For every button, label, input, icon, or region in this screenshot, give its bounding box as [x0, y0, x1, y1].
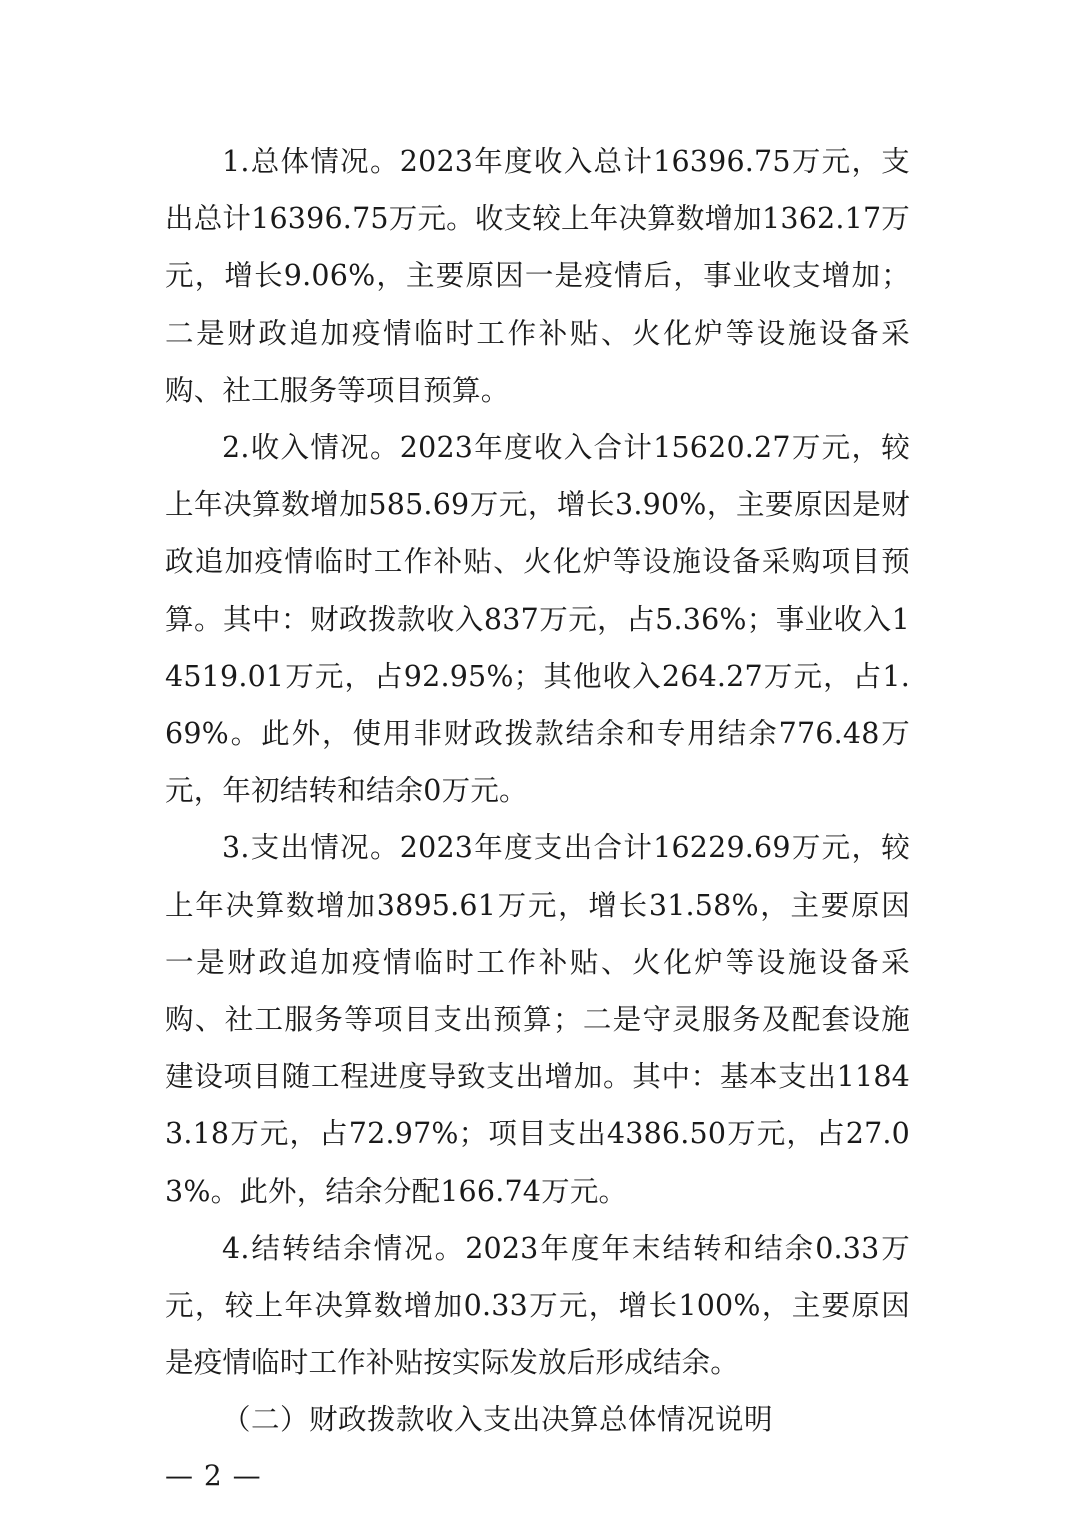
document-body — [165, 133, 910, 1449]
paragraph-carryover: 4.结转结余情况。2023年度年末结转和结余0.33万元，较上年决算数增加0.33万元，增长100%，主要原因是疫情临时工作补贴按实际发放后形成结余。 — [165, 1231, 910, 1380]
section-heading: （二）财政拨款收入支出决算总体情况说明 — [222, 1403, 774, 1437]
page-number: — 2 — — [165, 1459, 262, 1492]
paragraph-overall: 1.总体情况。2023年度收入总计16396.75万元，支出总计16396.75万元。收支较上年决算数增加1362.17万元，增长9.06%，主要原因一是疫情后，事业收支增加；二是财政追加疫情临时工作补贴、火化炉等设施设备采购、社工服务等项目预算。 — [165, 145, 910, 407]
paragraph-income: 2.收入情况。2023年度收入合计15620.27万元，较上年决算数增加585.69万元，增长3.90%，主要原因是财政追加疫情临时工作补贴、火化炉等设施设备采购项目预算。其中：财政拨款收入837万元，占5.36%；事业收入14519.01万元，占92.95%；其他收入264.27万元，占1.69%。此外，使用非财政拨款结余和专用结余776.48万元，年初结转和结余0万元。 — [165, 431, 910, 808]
paragraph-expenditure: 3.支出情况。2023年度支出合计16229.69万元，较上年决算数增加3895.61万元，增长31.58%，主要原因一是财政追加疫情临时工作补贴、火化炉等设施设备采购、社工服务等项目支出预算；二是守灵服务及配套设施建设项目随工程进度导致支出增加。其中：基本支出11843.18万元，占72.97%；项目支出4386.50万元，占27.03%。此外，结余分配166.74万元。 — [165, 831, 910, 1208]
